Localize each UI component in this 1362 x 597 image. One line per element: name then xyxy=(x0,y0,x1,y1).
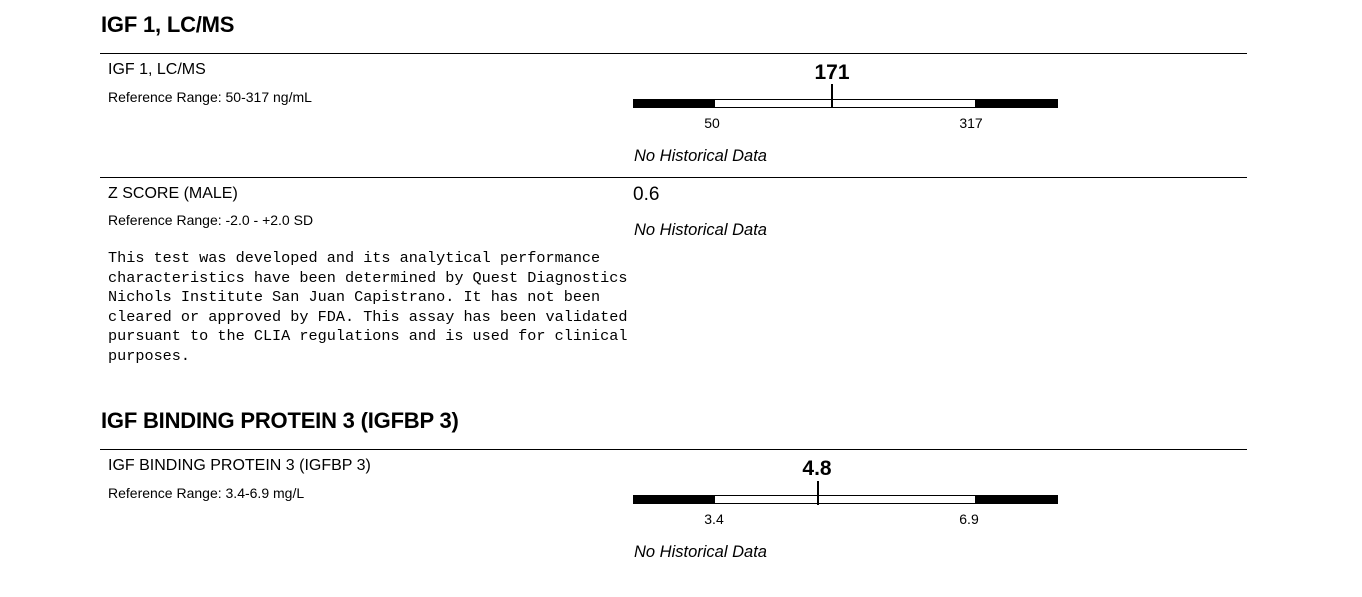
gauge-high-label: 317 xyxy=(959,115,983,131)
test-comment: This test was developed and its analytical performance characteristics have been determined by Quest Diagnostics Nichols Institute San Juan Capistrano. It has not been cleared or approved by FDA. This assay has been validated pursuant to the CLIA regulations and is used for clinical purposes. xyxy=(108,249,628,365)
gauge-normal-zone xyxy=(715,99,975,108)
gauge-high-zone xyxy=(975,495,1058,504)
no-historical-data-zscore: No Historical Data xyxy=(634,221,767,239)
gauge-high-zone xyxy=(975,99,1058,108)
reference-range-zscore: Reference Range: -2.0 - +2.0 SD xyxy=(108,212,314,228)
result-value-zscore: 0.6 xyxy=(633,184,660,205)
gauge-low-zone xyxy=(633,99,715,108)
test-name-zscore: Z SCORE (MALE) xyxy=(108,185,238,202)
gauge-normal-zone xyxy=(715,495,975,504)
section-title-igfbp3: IGF BINDING PROTEIN 3 (IGFBP 3) xyxy=(101,408,459,433)
gauge-high-label: 6.9 xyxy=(959,511,979,527)
reference-range-igfbp3: Reference Range: 3.4-6.9 mg/L xyxy=(108,485,305,501)
result-value-igfbp3: 4.8 xyxy=(802,457,832,480)
section-title-igf1: IGF 1, LC/MS xyxy=(101,12,235,37)
gauge-marker xyxy=(831,84,833,108)
section-divider xyxy=(100,53,1247,54)
test-name-igfbp3: IGF BINDING PROTEIN 3 (IGFBP 3) xyxy=(108,457,371,474)
reference-range-igf1: Reference Range: 50-317 ng/mL xyxy=(108,89,312,105)
result-divider xyxy=(100,177,1247,178)
gauge-low-label: 3.4 xyxy=(704,511,724,527)
test-name-igf1: IGF 1, LC/MS xyxy=(108,61,206,78)
section-divider xyxy=(100,449,1247,450)
gauge-low-label: 50 xyxy=(704,115,720,131)
no-historical-data-igfbp3: No Historical Data xyxy=(634,543,767,561)
result-value-igf1: 171 xyxy=(814,61,850,84)
gauge-marker xyxy=(817,481,819,505)
no-historical-data-igf1: No Historical Data xyxy=(634,147,767,165)
gauge-low-zone xyxy=(633,495,715,504)
